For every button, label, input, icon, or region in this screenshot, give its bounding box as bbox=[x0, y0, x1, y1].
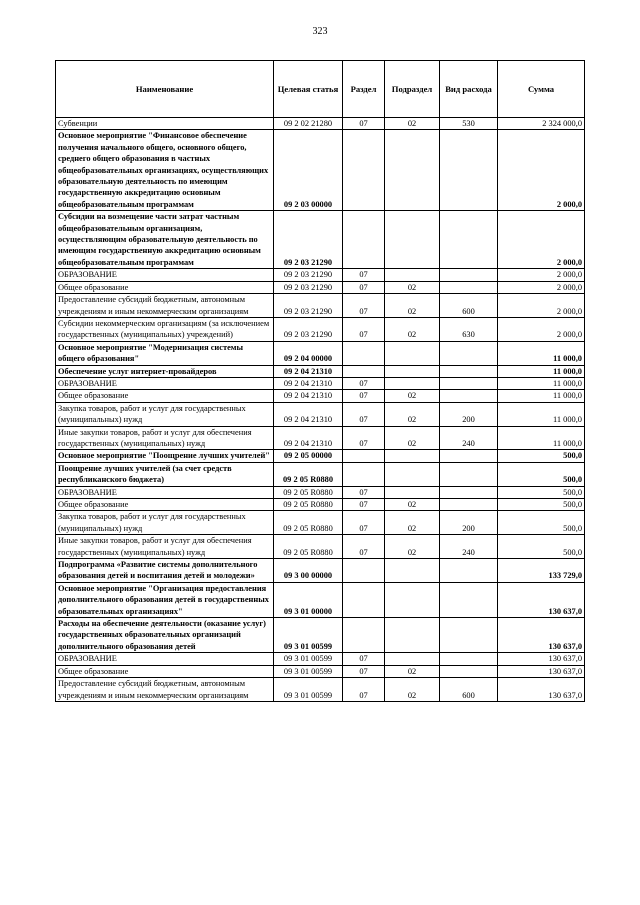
row-subsection-cell: 02 bbox=[385, 390, 440, 402]
row-subsection-cell: 02 bbox=[385, 317, 440, 341]
row-amount-cell: 500,0 bbox=[498, 462, 585, 486]
row-subsection-cell: 02 bbox=[385, 118, 440, 130]
row-expense-type-cell bbox=[440, 365, 498, 377]
row-expense-type-cell bbox=[440, 211, 498, 269]
table-row bbox=[56, 130, 585, 211]
row-expense-type-cell bbox=[440, 377, 498, 389]
row-expense-type-cell: 530 bbox=[440, 118, 498, 130]
row-name-cell: Закупка товаров, работ и услуг для государственных (муниципальных) нужд bbox=[56, 511, 274, 535]
row-amount-cell: 130 637,0 bbox=[498, 653, 585, 665]
table-row bbox=[56, 535, 585, 559]
column-header-subsection: Подраздел bbox=[385, 61, 440, 118]
row-name-cell: ОБРАЗОВАНИЕ bbox=[56, 269, 274, 281]
row-amount-cell: 11 000,0 bbox=[498, 390, 585, 402]
row-amount-cell: 130 637,0 bbox=[498, 618, 585, 653]
row-expense-type-cell: 600 bbox=[440, 678, 498, 702]
row-amount-cell: 500,0 bbox=[498, 450, 585, 462]
row-expense-type-cell bbox=[440, 582, 498, 617]
row-subsection-cell bbox=[385, 269, 440, 281]
row-target-cell: 09 2 04 21310 bbox=[274, 426, 343, 450]
row-expense-type-cell bbox=[440, 390, 498, 402]
row-amount-cell: 500,0 bbox=[498, 511, 585, 535]
row-expense-type-cell: 200 bbox=[440, 402, 498, 426]
row-target-cell: 09 2 04 21310 bbox=[274, 365, 343, 377]
row-name-cell: Основное мероприятие "Модернизация системы общего образования" bbox=[56, 341, 274, 365]
row-section-cell bbox=[343, 559, 385, 583]
row-section-cell bbox=[343, 582, 385, 617]
row-name-cell: Субвенции bbox=[56, 118, 274, 130]
table-row bbox=[56, 559, 585, 583]
row-target-cell: 09 2 03 00000 bbox=[274, 130, 343, 211]
row-amount-cell: 2 000,0 bbox=[498, 317, 585, 341]
row-expense-type-cell bbox=[440, 269, 498, 281]
row-amount-cell: 11 000,0 bbox=[498, 365, 585, 377]
row-subsection-cell: 02 bbox=[385, 426, 440, 450]
row-section-cell: 07 bbox=[343, 653, 385, 665]
row-expense-type-cell: 600 bbox=[440, 294, 498, 318]
row-target-cell: 09 2 02 21280 bbox=[274, 118, 343, 130]
row-section-cell: 07 bbox=[343, 294, 385, 318]
row-target-cell: 09 2 03 21290 bbox=[274, 281, 343, 293]
row-name-cell: ОБРАЗОВАНИЕ bbox=[56, 653, 274, 665]
column-header-target: Целевая статья bbox=[274, 61, 343, 118]
column-header-amount: Сумма bbox=[498, 61, 585, 118]
column-header-expense-type: Вид расхода bbox=[440, 61, 498, 118]
row-amount-cell: 11 000,0 bbox=[498, 402, 585, 426]
row-section-cell bbox=[343, 450, 385, 462]
row-subsection-cell bbox=[385, 377, 440, 389]
row-name-cell: Основное мероприятие "Финансовое обеспечение получения начального общего, основного общего, среднего общего образования в частных общеобразовательных организациях, осуществляющих образовательную деятельность по имеющим государственную аккредитацию основным общеобразовательным программам bbox=[56, 130, 274, 211]
row-expense-type-cell bbox=[440, 281, 498, 293]
table-row bbox=[56, 653, 585, 665]
table-row bbox=[56, 377, 585, 389]
row-expense-type-cell bbox=[440, 130, 498, 211]
row-amount-cell: 500,0 bbox=[498, 535, 585, 559]
row-target-cell: 09 3 01 00599 bbox=[274, 678, 343, 702]
row-expense-type-cell bbox=[440, 665, 498, 677]
row-section-cell: 07 bbox=[343, 281, 385, 293]
row-target-cell: 09 2 05 R0880 bbox=[274, 486, 343, 498]
row-section-cell bbox=[343, 462, 385, 486]
row-amount-cell: 130 637,0 bbox=[498, 582, 585, 617]
row-name-cell: Основное мероприятие "Поощрение лучших учителей" bbox=[56, 450, 274, 462]
row-subsection-cell bbox=[385, 130, 440, 211]
row-subsection-cell: 02 bbox=[385, 281, 440, 293]
row-expense-type-cell bbox=[440, 462, 498, 486]
budget-table bbox=[55, 60, 585, 702]
row-name-cell: Подпрограмма «Развитие системы дополнительного образования детей и воспитания детей и молодежи» bbox=[56, 559, 274, 583]
column-header-name: Наименование bbox=[56, 61, 274, 118]
table-row bbox=[56, 269, 585, 281]
table-row bbox=[56, 118, 585, 130]
row-target-cell: 09 2 04 00000 bbox=[274, 341, 343, 365]
row-expense-type-cell bbox=[440, 618, 498, 653]
row-name-cell: Иные закупки товаров, работ и услуг для обеспечения государственных (муниципальных) нужд bbox=[56, 426, 274, 450]
row-expense-type-cell bbox=[440, 486, 498, 498]
row-expense-type-cell bbox=[440, 559, 498, 583]
row-target-cell: 09 2 05 R0880 bbox=[274, 511, 343, 535]
row-name-cell: Закупка товаров, работ и услуг для государственных (муниципальных) нужд bbox=[56, 402, 274, 426]
table-row bbox=[56, 462, 585, 486]
table-row bbox=[56, 294, 585, 318]
table-row bbox=[56, 678, 585, 702]
row-subsection-cell bbox=[385, 559, 440, 583]
row-section-cell bbox=[343, 341, 385, 365]
row-subsection-cell bbox=[385, 341, 440, 365]
row-section-cell: 07 bbox=[343, 118, 385, 130]
row-expense-type-cell: 240 bbox=[440, 535, 498, 559]
row-target-cell: 09 2 03 21290 bbox=[274, 294, 343, 318]
row-amount-cell: 2 000,0 bbox=[498, 294, 585, 318]
row-amount-cell: 133 729,0 bbox=[498, 559, 585, 583]
row-section-cell bbox=[343, 211, 385, 269]
table-row bbox=[56, 390, 585, 402]
row-target-cell: 09 2 03 21290 bbox=[274, 269, 343, 281]
row-name-cell: Обеспечение услуг интернет-провайдеров bbox=[56, 365, 274, 377]
row-name-cell: Основное мероприятие "Организация предоставления дополнительного образования детей в государственных образовательных организациях" bbox=[56, 582, 274, 617]
row-subsection-cell bbox=[385, 618, 440, 653]
row-target-cell: 09 3 00 00000 bbox=[274, 559, 343, 583]
row-target-cell: 09 2 04 21310 bbox=[274, 377, 343, 389]
row-section-cell: 07 bbox=[343, 665, 385, 677]
row-name-cell: Предоставление субсидий бюджетным, автономным учреждениям и иным некоммерческим организациям bbox=[56, 678, 274, 702]
row-section-cell: 07 bbox=[343, 377, 385, 389]
row-subsection-cell: 02 bbox=[385, 535, 440, 559]
row-name-cell: Общее образование bbox=[56, 499, 274, 511]
row-subsection-cell bbox=[385, 211, 440, 269]
row-subsection-cell bbox=[385, 582, 440, 617]
row-subsection-cell: 02 bbox=[385, 678, 440, 702]
row-target-cell: 09 2 05 R0880 bbox=[274, 535, 343, 559]
row-amount-cell: 130 637,0 bbox=[498, 665, 585, 677]
table-row bbox=[56, 341, 585, 365]
row-section-cell: 07 bbox=[343, 678, 385, 702]
row-amount-cell: 11 000,0 bbox=[498, 377, 585, 389]
table-row bbox=[56, 317, 585, 341]
row-target-cell: 09 3 01 00000 bbox=[274, 582, 343, 617]
table-row bbox=[56, 582, 585, 617]
row-section-cell: 07 bbox=[343, 535, 385, 559]
row-name-cell: Общее образование bbox=[56, 281, 274, 293]
row-section-cell bbox=[343, 618, 385, 653]
row-name-cell: Иные закупки товаров, работ и услуг для обеспечения государственных (муниципальных) нужд bbox=[56, 535, 274, 559]
row-amount-cell: 500,0 bbox=[498, 486, 585, 498]
row-expense-type-cell bbox=[440, 499, 498, 511]
row-amount-cell: 500,0 bbox=[498, 499, 585, 511]
row-amount-cell: 2 000,0 bbox=[498, 130, 585, 211]
table-row bbox=[56, 450, 585, 462]
row-section-cell: 07 bbox=[343, 269, 385, 281]
row-subsection-cell: 02 bbox=[385, 294, 440, 318]
row-name-cell: Общее образование bbox=[56, 665, 274, 677]
row-amount-cell: 130 637,0 bbox=[498, 678, 585, 702]
row-subsection-cell: 02 bbox=[385, 511, 440, 535]
row-section-cell: 07 bbox=[343, 390, 385, 402]
row-expense-type-cell bbox=[440, 341, 498, 365]
row-expense-type-cell bbox=[440, 450, 498, 462]
row-target-cell: 09 2 04 21310 bbox=[274, 390, 343, 402]
row-section-cell bbox=[343, 130, 385, 211]
row-name-cell: Расходы на обеспечение деятельности (оказание услуг) государственных образовательных организаций дополнительного образования детей bbox=[56, 618, 274, 653]
row-subsection-cell bbox=[385, 462, 440, 486]
row-section-cell: 07 bbox=[343, 402, 385, 426]
row-section-cell: 07 bbox=[343, 486, 385, 498]
row-target-cell: 09 2 05 R0880 bbox=[274, 462, 343, 486]
row-section-cell bbox=[343, 365, 385, 377]
row-subsection-cell: 02 bbox=[385, 402, 440, 426]
row-name-cell: Предоставление субсидий бюджетным, автономным учреждениям и иным некоммерческим организациям bbox=[56, 294, 274, 318]
row-amount-cell: 2 324 000,0 bbox=[498, 118, 585, 130]
table-row bbox=[56, 365, 585, 377]
table-row bbox=[56, 499, 585, 511]
row-amount-cell: 11 000,0 bbox=[498, 426, 585, 450]
row-section-cell: 07 bbox=[343, 511, 385, 535]
row-amount-cell: 11 000,0 bbox=[498, 341, 585, 365]
page-number: 323 bbox=[312, 26, 328, 37]
table-row bbox=[56, 402, 585, 426]
row-target-cell: 09 3 01 00599 bbox=[274, 618, 343, 653]
row-name-cell: Субсидии на возмещение части затрат частным общеобразовательным организациям, осуществляющим образовательную деятельность по имеющим государственную аккредитацию основным общеобразовательным программам bbox=[56, 211, 274, 269]
row-target-cell: 09 2 05 R0880 bbox=[274, 499, 343, 511]
table-row bbox=[56, 281, 585, 293]
row-name-cell: ОБРАЗОВАНИЕ bbox=[56, 377, 274, 389]
row-target-cell: 09 2 04 21310 bbox=[274, 402, 343, 426]
table-row bbox=[56, 665, 585, 677]
table-row bbox=[56, 211, 585, 269]
row-target-cell: 09 3 01 00599 bbox=[274, 665, 343, 677]
row-name-cell: Субсидии некоммерческим организациям (за исключением государственных (муниципальных) учреждений) bbox=[56, 317, 274, 341]
row-expense-type-cell: 240 bbox=[440, 426, 498, 450]
row-section-cell: 07 bbox=[343, 499, 385, 511]
row-target-cell: 09 3 01 00599 bbox=[274, 653, 343, 665]
row-subsection-cell bbox=[385, 486, 440, 498]
row-subsection-cell: 02 bbox=[385, 665, 440, 677]
table-row bbox=[56, 426, 585, 450]
row-name-cell: Поощрение лучших учителей (за счет средств республиканского бюджета) bbox=[56, 462, 274, 486]
row-subsection-cell bbox=[385, 450, 440, 462]
row-amount-cell: 2 000,0 bbox=[498, 269, 585, 281]
row-expense-type-cell: 200 bbox=[440, 511, 498, 535]
row-amount-cell: 2 000,0 bbox=[498, 211, 585, 269]
column-header-section: Раздел bbox=[343, 61, 385, 118]
row-expense-type-cell bbox=[440, 653, 498, 665]
row-section-cell: 07 bbox=[343, 426, 385, 450]
row-subsection-cell bbox=[385, 365, 440, 377]
row-amount-cell: 2 000,0 bbox=[498, 281, 585, 293]
row-subsection-cell bbox=[385, 653, 440, 665]
row-section-cell: 07 bbox=[343, 317, 385, 341]
row-target-cell: 09 2 03 21290 bbox=[274, 317, 343, 341]
row-target-cell: 09 2 05 00000 bbox=[274, 450, 343, 462]
row-subsection-cell: 02 bbox=[385, 499, 440, 511]
row-expense-type-cell: 630 bbox=[440, 317, 498, 341]
row-name-cell: Общее образование bbox=[56, 390, 274, 402]
table-row bbox=[56, 618, 585, 653]
table-header-row bbox=[56, 61, 585, 118]
table-row bbox=[56, 511, 585, 535]
row-name-cell: ОБРАЗОВАНИЕ bbox=[56, 486, 274, 498]
row-target-cell: 09 2 03 21290 bbox=[274, 211, 343, 269]
table-row bbox=[56, 486, 585, 498]
